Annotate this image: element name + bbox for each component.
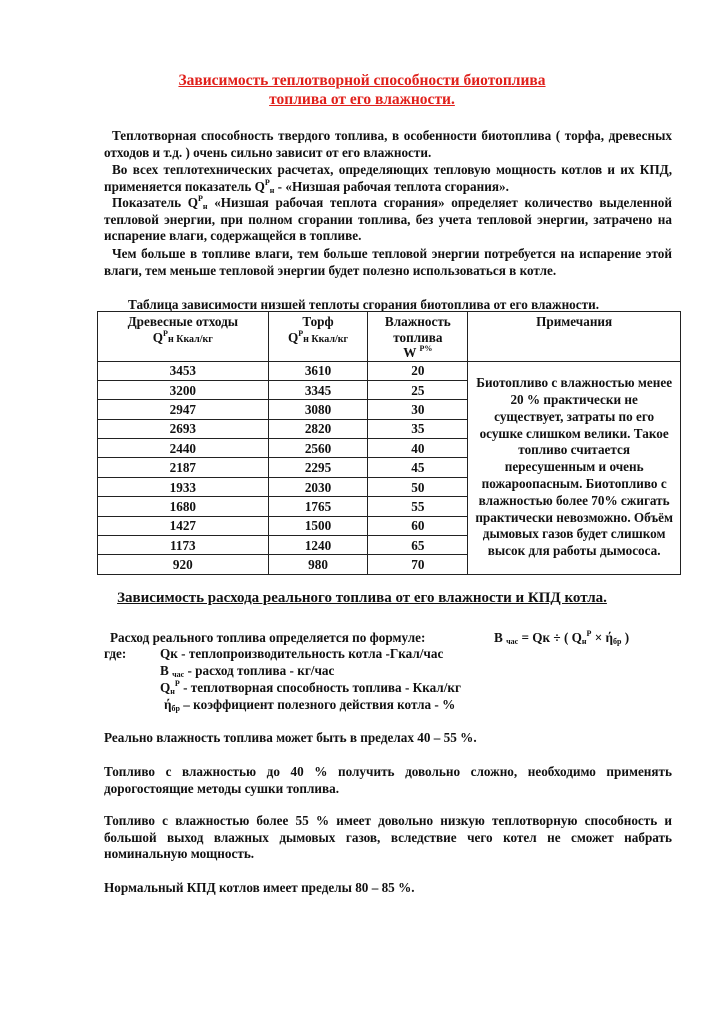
cell-wood: 1427 bbox=[98, 516, 269, 535]
header-peat: Торф $Q^Рн$ Ккал/кг bbox=[268, 312, 368, 362]
cell-wood: 1680 bbox=[98, 497, 269, 516]
cell-moisture: 50 bbox=[368, 477, 468, 496]
cell-wood: 1173 bbox=[98, 536, 269, 555]
cell-peat: 1500 bbox=[268, 516, 368, 535]
header-notes: Примечания bbox=[468, 312, 681, 362]
cell-peat: 3610 bbox=[268, 361, 368, 380]
cell-peat: 3080 bbox=[268, 400, 368, 419]
cell-wood: 3453 bbox=[98, 361, 269, 380]
cell-peat: 2820 bbox=[268, 419, 368, 438]
cell-peat: 3345 bbox=[268, 380, 368, 399]
cell-wood: 3200 bbox=[98, 380, 269, 399]
page-subtitle: топлива от его влажности. bbox=[269, 91, 455, 108]
moisture-table bbox=[97, 311, 681, 575]
def-eta: $ή_{бр}$ – коэффициент полезного действия котла - % bbox=[164, 697, 456, 713]
cell-moisture: 55 bbox=[368, 497, 468, 516]
def-q: $Q_н^Р$ - теплотворная способность топлива - Ккал/кг bbox=[160, 679, 461, 696]
cell-peat: 1765 bbox=[268, 497, 368, 516]
cell-moisture: 60 bbox=[368, 516, 468, 535]
header-wood: Древесные отходы $Q^Рн$ Ккал/кг bbox=[98, 312, 269, 362]
table-caption: Таблица зависимости низшей теплоты сгорания биотоплива от его влажности. bbox=[128, 297, 600, 312]
cell-peat: 2560 bbox=[268, 439, 368, 458]
intro-paragraph-1: Теплотворная способность твердого топлива, в особенности биотоплива ( торфа, древесных отходов и т.д. ) очень сильно зависит от его влажности. bbox=[104, 128, 672, 160]
formula: В $_{час}$ = Qк ÷ ( $Q_н^Р \times ή_{бр}$ ) bbox=[494, 629, 630, 646]
cell-wood: 920 bbox=[98, 555, 269, 574]
cell-wood: 2187 bbox=[98, 458, 269, 477]
cell-moisture: 65 bbox=[368, 536, 468, 555]
cell-peat: 2295 bbox=[268, 458, 368, 477]
def-qk: Qк - теплопроизводительность котла -Гкал/час bbox=[160, 646, 444, 661]
section-2-paragraph-4: Нормальный КПД котлов имеет пределы 80 – 85 %. bbox=[104, 880, 415, 895]
notes-cell: Биотопливо с влажностью менее 20 % практически не существует, затраты по его осушке слишком велики. Такое топливо считается пересушенным и очень пожароопасным. Биотопливо с влажностью более 70% сжигать практически невозможно. Объём дымовых газов будет слишком высок для работы дымососа. bbox=[468, 361, 681, 574]
intro-paragraph-3: Показатель $Q^Р_н$ «Низшая рабочая теплота сгорания» определяет количество выделенной тепловой энергии, при полном сгорании топлива, без учета тепловой энергии, затрачено на испарение влаги, содержащейся в топливе. bbox=[104, 194, 672, 243]
cell-moisture: 40 bbox=[368, 439, 468, 458]
cell-moisture: 20 bbox=[368, 361, 468, 380]
page-title: Зависимость теплотворной способности биотоплива bbox=[178, 72, 546, 89]
cell-moisture: 45 bbox=[368, 458, 468, 477]
cell-wood: 2947 bbox=[98, 400, 269, 419]
section-2-paragraph-1: Реально влажность топлива может быть в пределах 40 – 55 %. bbox=[104, 730, 477, 745]
where-label: где: bbox=[104, 646, 127, 661]
section-2-paragraph-3: Топливо с влажностью более 55 % имеет довольно низкую теплотворную способность и большой выход влажных дымовых газов, вследствие чего котел не сможет набрать номинальную мощность. bbox=[104, 813, 672, 861]
section-2-paragraph-2: Топливо с влажностью до 40 % получить довольно сложно, необходимо применять дорогостоящие методы сушки топлива. bbox=[104, 764, 672, 796]
def-b: В $_{час}$ - расход топлива - кг/час bbox=[160, 663, 335, 679]
cell-wood: 2693 bbox=[98, 419, 269, 438]
cell-moisture: 25 bbox=[368, 380, 468, 399]
table-row bbox=[98, 361, 681, 380]
table-header-row bbox=[98, 312, 681, 362]
intro-paragraph-2: Во всех теплотехнических расчетах, определяющих тепловую мощность котлов и их КПД, применяется показатель $Q^Р_н$ - «Низшая рабочая теплота сгорания». bbox=[104, 162, 672, 195]
formula-intro-text: Расход реального топлива определяется по формуле: bbox=[110, 630, 426, 645]
cell-moisture: 35 bbox=[368, 419, 468, 438]
cell-moisture: 30 bbox=[368, 400, 468, 419]
header-moisture: Влажность топлива W $^{Р\%}$ bbox=[368, 312, 468, 362]
intro-paragraph-4: Чем больше в топливе влаги, тем больше тепловой энергии потребуется на испарение этой влаги, тем меньше тепловой энергии будет полезно использоваться в котле. bbox=[104, 246, 672, 278]
cell-wood: 1933 bbox=[98, 477, 269, 496]
cell-wood: 2440 bbox=[98, 439, 269, 458]
section-2-title: Зависимость расхода реального топлива от его влажности и КПД котла. bbox=[117, 590, 607, 606]
cell-peat: 980 bbox=[268, 555, 368, 574]
cell-moisture: 70 bbox=[368, 555, 468, 574]
cell-peat: 2030 bbox=[268, 477, 368, 496]
cell-peat: 1240 bbox=[268, 536, 368, 555]
